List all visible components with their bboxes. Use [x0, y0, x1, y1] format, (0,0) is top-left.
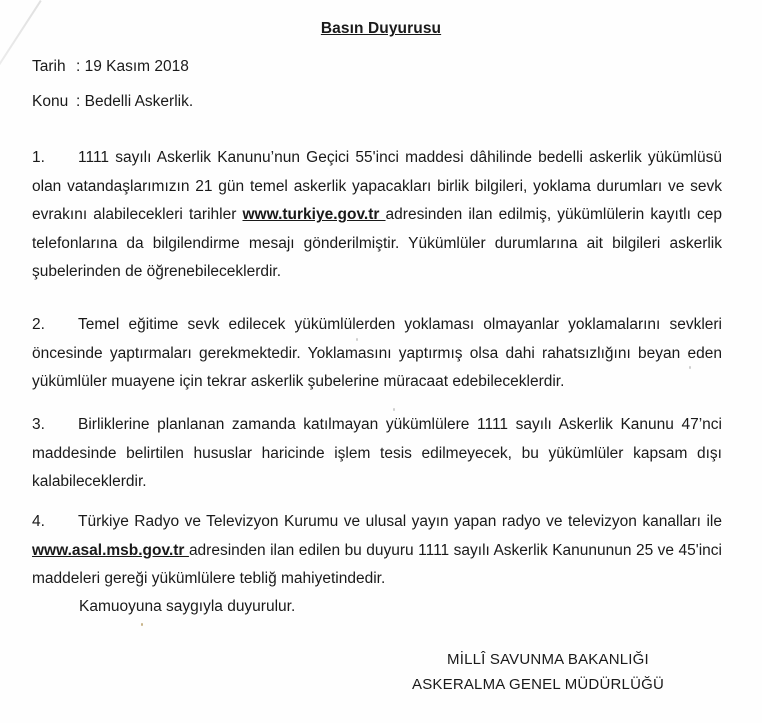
subject-label: Konu [32, 93, 69, 110]
paragraph-text: Türkiye Radyo ve Televizyon Kurumu ve ulusal yayın yapan radyo ve televizyon kanalları [78, 513, 701, 530]
date-row [32, 58, 189, 76]
paragraph-text: Birliklerine planlanan zamanda katılmayan yükümlülere 1111 sayılı Askerlik Kanunu 47’nci maddesinde belirtilen hususlar haricinde işlem tesis edilmeyecek, bu yükümlüler kapsam dışı kalabileceklerdir. [32, 416, 722, 491]
scan-speck [356, 338, 358, 341]
closing-line: Kamuoyuna saygıyla duyurulur. [79, 598, 296, 615]
turkiye-gov-link[interactable]: www.turkiye.gov.tr [242, 206, 386, 224]
date-label: Tarih [32, 58, 66, 75]
paragraph-number: 4. [32, 513, 45, 530]
subject-row [32, 93, 193, 111]
paragraph-2 [32, 311, 722, 397]
asal-msb-link[interactable]: www.asal.msb.gov.tr [32, 541, 189, 559]
scan-speck [393, 408, 395, 411]
paragraph-number: 3. [32, 416, 45, 433]
paragraph-number: 2. [32, 316, 45, 333]
paragraph-text: Temel eğitime sevk edilecek yükümlülerden yoklaması olmayanlar yoklamalarını sevkleri öncesinde yaptırmaları gerekmektedir. Yoklamasını yaptırmış olsa dahi rahatsızlığını beyan eden yükümlüler muayene için tekrar askerlik şubelerine müracaat edebileceklerdir. [32, 316, 722, 391]
paragraph-4 [32, 508, 722, 594]
paragraph-text: adresinden ilan edilen bu duyuru 1111 sayılı Askerlik Kanununun 25 ve 45'inci maddeleri gereği yükümlülere tebliğ mahiyetindedir. [32, 541, 722, 588]
paragraph-text: adresinden ilan edilmiş, yükümlülerin kayıtlı cep telefonlarına da bilgilendirme mesajı gönderilmiştir. Yükümlüler durumlarına ait bilgileri askerlik şubelerinden de öğrenebileceklerdir. [32, 206, 722, 281]
scan-speck [689, 366, 691, 369]
signature-line-2: ASKERALMA GENEL MÜDÜRLÜĞÜ [412, 676, 665, 693]
subject-value: : Bedelli Askerlik. [76, 93, 194, 110]
paragraph-1 [32, 144, 722, 287]
paragraph-number: 1. [32, 149, 45, 166]
document-title: Basın Duyurusu [320, 20, 442, 37]
date-value: : 19 Kasım 2018 [76, 58, 189, 75]
paragraph-3 [32, 411, 722, 497]
paragraph-text: 1111 sayılı Askerlik Kanunu’nun Geçici 55'inci maddesi dâhilinde bedelli askerlik yükümlüsü olan vatandaşlarımızın 21 gün temel askerlik yapacakları birlik bilgileri, yoklama durumları ve sevk evrakını alabilecekleri tarihler [32, 149, 722, 224]
paragraph-text: ile [706, 513, 722, 530]
signature-line-1: MİLLÎ SAVUNMA BAKANLIĞI [447, 651, 649, 668]
scan-speck [141, 623, 143, 626]
